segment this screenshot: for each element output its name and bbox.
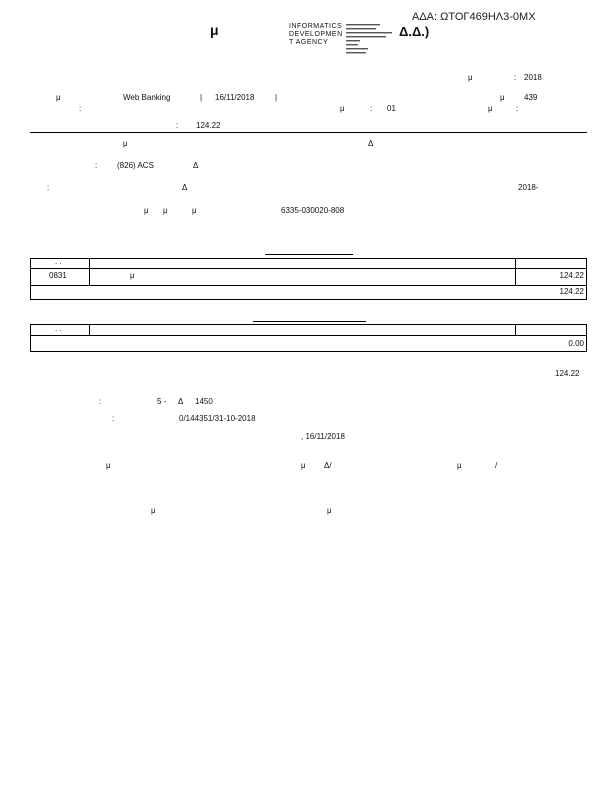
body-line3-colon: : — [47, 183, 50, 192]
footer-line4-mu1: μ — [106, 461, 111, 470]
bank-code: (826) ACS — [117, 161, 154, 170]
reference-number: 6335-030020-808 — [281, 206, 345, 215]
row2-number: 439 — [524, 93, 538, 102]
agency-line-3: T AGENCY — [289, 39, 329, 46]
body-line1-mu: μ — [123, 139, 128, 148]
body-line4-mu2: μ — [163, 206, 168, 215]
year-label: μ — [468, 73, 473, 82]
body-line2-delta: Δ — [193, 161, 199, 170]
table1-total: 124.22 — [559, 287, 584, 296]
agency-line-2: DEVELOPMEN — [289, 31, 343, 38]
row2-mu: μ — [56, 93, 61, 102]
digital-signature-stamp — [346, 23, 406, 55]
ada-code: ΑΔΑ: ΩΤΟΓ469ΗΛ3-0ΜΧ — [412, 11, 536, 23]
footer-line1-colon: : — [99, 397, 102, 406]
separator-bar-1: | — [200, 93, 203, 102]
footer-line4-mu2: μ — [301, 461, 306, 470]
footer-line1-delta: Δ — [178, 397, 184, 406]
body-line2-colon: : — [95, 161, 98, 170]
table2 — [30, 324, 587, 352]
separator-bar-2: | — [275, 93, 278, 102]
row3-colon2: : — [370, 104, 373, 113]
header-divider — [30, 132, 587, 133]
agency-line-1: INFORMATICS — [289, 23, 343, 30]
payment-date: 16/11/2018 — [215, 93, 255, 102]
body-line4-mu3: μ — [192, 206, 197, 215]
table1-row-amount: 124.22 — [559, 271, 584, 280]
footer-line1-number: 1450 — [195, 397, 213, 406]
row3-colon3: : — [516, 104, 519, 113]
footer-line4-mu3: μ — [457, 461, 462, 470]
amount-colon: : — [176, 121, 179, 130]
footer-line5-mu1: μ — [151, 506, 156, 515]
row3-colon: : — [79, 104, 82, 113]
footer-date: , 16/11/2018 — [301, 432, 345, 441]
agency-suffix: Δ.Δ.) — [399, 24, 430, 39]
table1-title-rule — [265, 254, 353, 255]
body-line4-mu1: μ — [144, 206, 149, 215]
web-banking-label: Web Banking — [123, 93, 171, 102]
table1 — [30, 258, 587, 300]
footer-line4-slash: / — [495, 461, 498, 470]
header-mu-symbol: μ — [210, 22, 219, 38]
amount-value: 124.22 — [196, 121, 221, 130]
footer-protocol-ref: 0/144351/31-10-2018 — [179, 414, 256, 423]
year-sep: : — [514, 73, 517, 82]
row3-mu: μ — [340, 104, 345, 113]
footer-line4-delta: Δ/ — [324, 461, 332, 470]
body-line1-delta: Δ — [368, 139, 374, 148]
footer-line1-text: 5 - — [157, 397, 167, 406]
table2-total: 0.00 — [568, 339, 584, 348]
table2-header-col1: . . — [55, 324, 62, 333]
row3-number: 01 — [387, 104, 396, 113]
table1-row-code: 0831 — [49, 271, 67, 280]
body-line3-year: 2018- — [518, 183, 539, 192]
year-value: 2018 — [524, 73, 542, 82]
body-line3-delta: Δ — [182, 183, 188, 192]
footer-line2-colon: : — [112, 414, 115, 423]
table1-row-mu: μ — [130, 271, 135, 280]
table2-title-rule — [253, 321, 366, 322]
table1-header-col1: . . — [55, 257, 62, 266]
grand-total: 124.22 — [555, 369, 580, 378]
footer-line5-mu2: μ — [327, 506, 332, 515]
row3-mu2: μ — [488, 104, 493, 113]
row2-mu-right: μ — [500, 93, 505, 102]
